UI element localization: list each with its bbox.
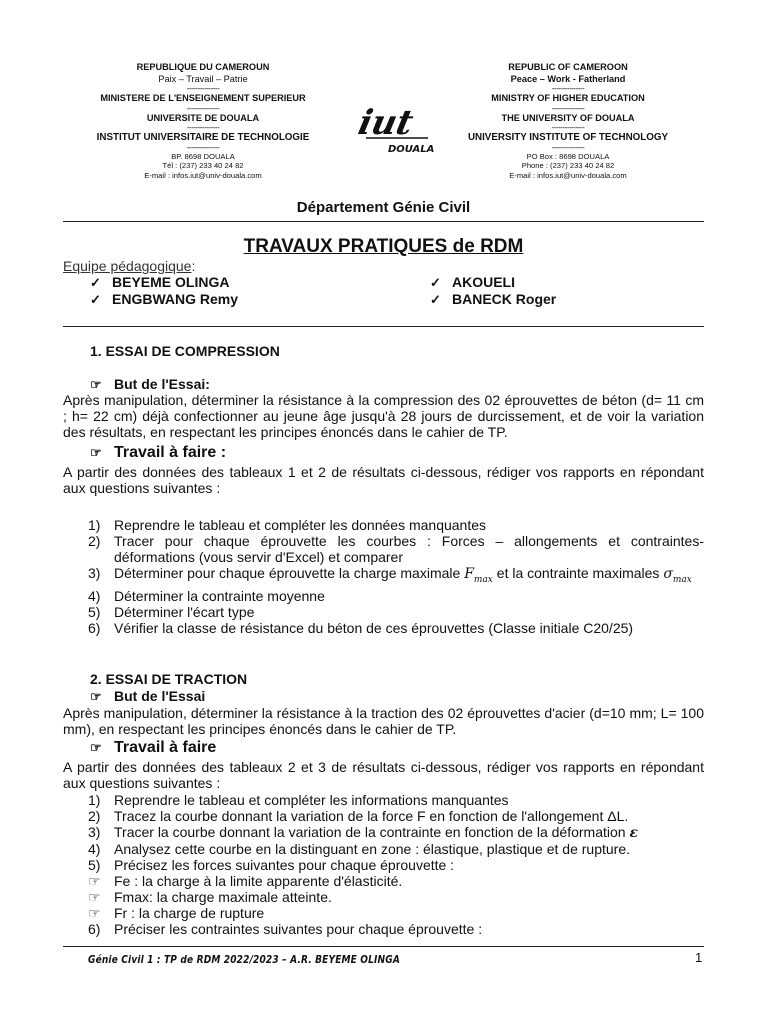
divider-top [63,221,704,222]
list-item-text: Reprendre le tableau et compléter les données manquantes [114,517,487,533]
pointing-hand-icon: ☞ [88,905,101,921]
list-item-text: Tracer pour chaque éprouvette les courbes : Forces – allongements et contraintes-déformations (vous servir d'Excel) et comparer [114,533,704,565]
list-item-number: 6) [88,921,101,937]
department-title: Département Génie Civil [296,199,471,216]
list-item [88,565,704,588]
header-left-line5: INSTITUT UNIVERSITAIRE DE TECHNOLOGIE [96,132,310,144]
check-icon: ✓ [430,275,441,290]
pointing-hand-icon: ☞ [88,889,101,905]
section1-heading: 1. ESSAI DE COMPRESSION [90,343,280,359]
list-item-number: 3) [88,824,101,840]
header-left-line1: REPUBLIQUE DU CAMEROUN [136,62,270,72]
symbol-fmax [464,566,493,585]
list-item [88,620,704,636]
list-item-text: Précisez les forces suivantes pour chaque éprouvette : [114,857,455,873]
bullet-item [88,889,704,905]
list-item-text: Déterminer la contrainte moyenne [114,587,325,604]
list-item-text: Reprendre le tableau et compléter les informations manquantes [114,792,509,808]
team-member-name: BEYEME OLINGA [112,274,230,290]
team-label-colon: : [191,258,196,274]
header-left-line3: MINISTERE DE L'ENSEIGNEMENT SUPERIEUR [100,93,306,104]
header-right-sep4: --------------- [551,142,585,152]
section1-but-heading-text: But de l'Essai: [114,376,210,392]
symbol-sigma-max [663,566,692,585]
list-item-text [114,824,638,841]
header-left-line6: BP. 8698 DOUALA [171,151,235,161]
section1-list [88,517,704,636]
list-item-text-a: Déterminer pour chaque éprouvette la charge maximale [114,565,461,581]
bullet-item [88,905,704,921]
symbol-sigma: σ [663,566,673,582]
header-left [63,62,343,180]
list-item-number: 5) [88,603,101,620]
list-item-number: 3) [88,565,101,581]
list-item [88,588,704,604]
check-icon: ✓ [90,275,101,290]
section2-list [88,792,704,937]
header-left-line4: UNIVERSITE DE DOUALA [146,112,260,123]
list-item [88,841,704,857]
list-item [88,808,704,824]
header-right-line2: Peace – Work - Fatherland [510,73,626,84]
section1-travail-text: A partir des données des tableaux 1 et 2 de résultats ci-dessous, rédiger vos rapports en répondant aux questions suivantes : [63,464,704,496]
list-item-number: 1) [88,517,101,533]
header-right-line8: E-mail : infos.iut@univ-douala.com [509,170,627,180]
divider-middle [63,326,704,327]
bullet-text: Fmax: la charge maximale atteinte. [114,889,332,905]
pointing-hand-icon: ☞ [90,740,102,755]
header-right-line7: Phone : (237) 233 40 24 82 [521,161,615,171]
pointing-hand-icon: ☞ [90,689,102,704]
header-left-sep1: --------------- [186,84,220,94]
page-number: 1 [695,950,703,965]
header-right-line1: REPUBLIC OF CAMEROON [508,62,628,72]
list-item-text: Analysez cette courbe en la distinguant en zone : élastique, plastique et de rupture. [114,841,631,857]
bullet-item [88,873,704,889]
section1-travail-heading [90,444,226,461]
header-left-line7: Tél : (237) 233 40 24 82 [162,161,244,171]
list-item-text [114,565,704,588]
list-item-text: Vérifier la classe de résistance du béton de ces éprouvettes (Classe initiale C20/25) [114,619,634,636]
list-item-number: 4) [88,841,101,857]
list-item [88,824,704,841]
symbol-sub-max: max [473,574,493,585]
section2-heading: 2. ESSAI DE TRACTION [90,671,248,687]
list-item-text: Déterminer l'écart type [114,603,255,620]
pointing-hand-icon: ☞ [90,445,102,460]
header-left-sep3: --------------- [186,123,220,133]
divider-bottom [63,946,704,947]
check-icon: ✓ [90,292,101,307]
document-title: TRAVAUX PRATIQUES de RDM [243,236,524,257]
list-item-number: 5) [88,857,101,873]
section2-travail-heading-text: Travail à faire [114,739,217,756]
symbol-epsilon: ε [629,825,638,841]
section2-travail-heading [90,739,216,756]
section1-travail-heading-text: Travail à faire : [114,444,227,461]
symbol-f: F [464,566,474,582]
list-item-number: 2) [88,533,101,549]
header-right-line3: MINISTRY OF HIGHER EDUCATION [491,93,645,104]
check-icon: ✓ [430,292,441,307]
list-item [88,517,704,533]
bullet-text: Fr : la charge de rupture [114,905,265,921]
section2-but-text: Après manipulation, déterminer la résistance à la traction des 02 éprouvettes d'acier (d=10 mm; L= 100 mm), en respectant les principes énoncés dans le cahier de TP. [63,705,704,737]
header-left-sep2: --------------- [186,103,220,113]
logo-text-bottom: DOUALA [388,144,434,155]
team-member-name: ENGBWANG Remy [112,291,239,307]
list-item-text: Préciser les contraintes suivantes pour chaque éprouvette : [114,921,483,937]
team-label [63,258,195,274]
team-member-name: BANECK Roger [452,291,557,307]
list-item [88,604,704,620]
section1-but-heading [90,376,210,393]
logo-text-top: iut [358,103,417,143]
header-right-line5: UNIVERSITY INSTITUTE OF TECHNOLOGY [467,132,669,144]
header-right-sep2: --------------- [551,103,585,113]
list-item-number: 1) [88,792,101,808]
header-right-sep1: --------------- [551,84,585,94]
iut-logo [358,100,434,160]
header-right-line4: THE UNIVERSITY OF DOUALA [501,112,635,123]
list-item-text-b: et la contrainte maximales [496,565,660,581]
list-item [88,533,704,565]
header-right-line6: PO Box : 8698 DOUALA [526,151,610,161]
team-member-name: AKOUELI [452,274,515,290]
pointing-hand-icon: ☞ [88,873,101,889]
bullet-text: Fe : la charge à la limite apparente d'élasticité. [114,873,403,889]
symbol-sub-max: max [672,574,692,585]
team-member-3 [90,291,238,308]
section2-but-heading-text: But de l'Essai [114,688,206,704]
list-item-number: 6) [88,619,101,636]
pointing-hand-icon: ☞ [90,377,102,392]
header-left-line2: Paix – Travail – Patrie [158,73,248,84]
section2-travail-text: A partir des données des tableaux 2 et 3 de résultats ci-dessous, rédiger vos rapports en répondant aux questions suivantes : [63,759,704,791]
team-member-1 [90,274,229,291]
list-item [88,792,704,808]
list-item-number: 4) [88,587,101,604]
team-member-2 [430,274,515,291]
list-item [88,921,704,937]
footer-text: Génie Civil 1 : TP de RDM 2022/2023 – A.R. BEYEME OLINGA [88,953,400,966]
header-left-line8: E-mail : infos.iut@univ-douala.com [144,170,262,180]
header-right [455,62,681,180]
list-item-text-main: Tracer la courbe donnant la variation de la contrainte en fonction de la déformation [114,824,626,840]
header-left-sep4: --------------- [186,142,220,152]
section2-but-heading [90,688,205,705]
team-label-text: Equipe pédagogique [63,258,192,274]
list-item-number: 2) [88,808,101,824]
section1-but-text: Après manipulation, déterminer la résistance à la compression des 02 éprouvettes de béton (d= 11 cm ; h= 22 cm) déjà confectionner au jeune âge jusqu'à 28 jours de durcissement, et de voir la variation des résultats, en respectant les principes énoncés dans le cahier de TP. [63,392,704,440]
list-item-text: Tracez la courbe donnant la variation de la force F en fonction de l'allongement ΔL. [114,808,629,824]
header-right-sep3: --------------- [551,123,585,133]
list-item [88,857,704,873]
team-member-4 [430,291,556,308]
